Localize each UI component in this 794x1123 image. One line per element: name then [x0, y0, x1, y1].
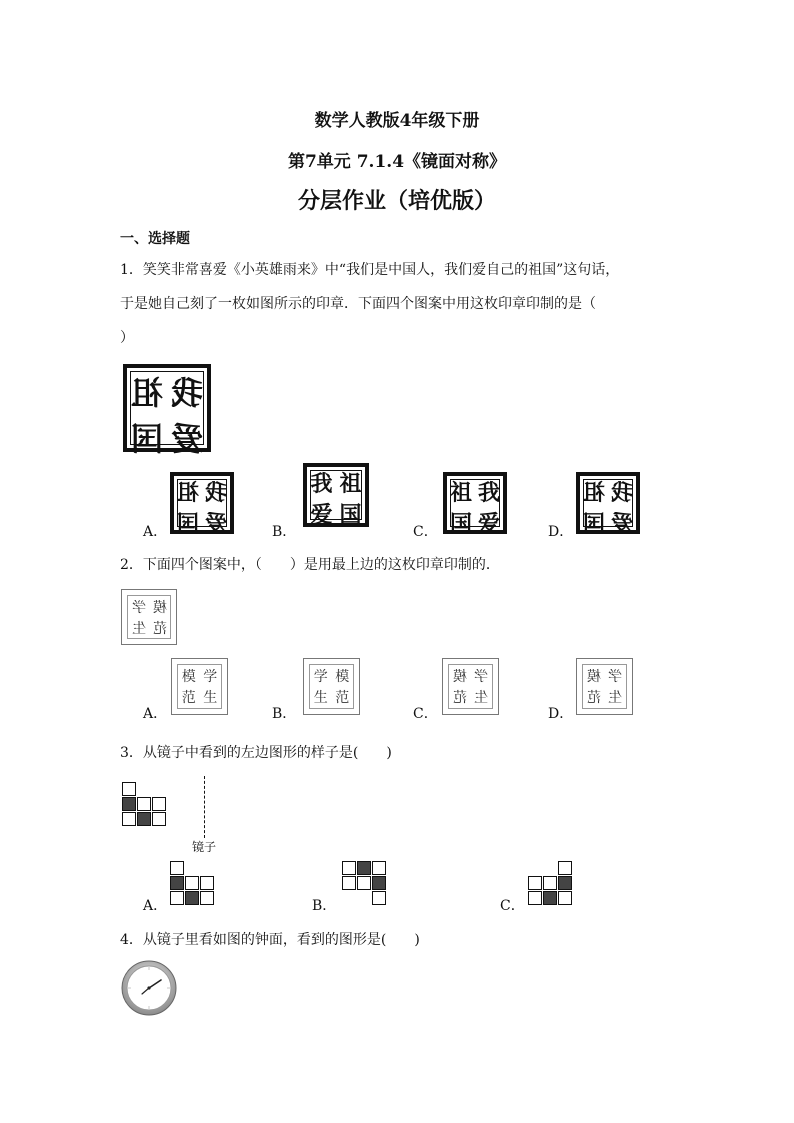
stamp-char: 学 [131, 599, 146, 616]
seal-char: 祖 [176, 481, 199, 506]
q2-option-b-stamp[interactable] [303, 658, 360, 715]
seal-char: 爱 [310, 503, 333, 528]
seal-char: 祖 [130, 374, 163, 412]
grid-cell [528, 876, 542, 890]
grid-cell [342, 861, 356, 875]
stamp-char: 学 [203, 668, 218, 685]
stamp-char: 模 [586, 668, 601, 685]
grid-cell [558, 861, 572, 875]
grid-cell [152, 797, 166, 811]
grid-cell [122, 782, 136, 796]
stamp-char: 范 [586, 690, 601, 707]
seal-char: 爱 [170, 420, 203, 458]
stamp-char: 模 [452, 668, 467, 685]
seal-char: 祖 [339, 472, 362, 497]
q1-option-a-label[interactable]: A． [143, 524, 168, 540]
q2-option-d-stamp[interactable] [576, 658, 633, 715]
seal-char: 国 [449, 512, 472, 537]
grid-cell [372, 861, 386, 875]
q3-option-c-label[interactable]: C． [500, 898, 525, 914]
grid-cell [200, 891, 214, 905]
stamp-char: 范 [181, 690, 196, 707]
stamp-char: 范 [335, 690, 350, 707]
stamp-char: 学 [474, 668, 489, 685]
grid-cell-shaded [170, 876, 184, 890]
q2-option-c-label[interactable]: C． [413, 706, 438, 722]
seal-char: 祖 [449, 481, 472, 506]
q3-option-a-label[interactable]: A． [143, 898, 168, 914]
stamp-char: 生 [131, 620, 146, 637]
stamp-char: 范 [452, 690, 467, 707]
grid-cell-shaded [543, 891, 557, 905]
q2-option-b-label[interactable]: B． [272, 706, 297, 722]
document-title: 数学人教版4年级下册 [314, 111, 480, 131]
q2-option-c-stamp[interactable] [442, 658, 499, 715]
seal-char: 爱 [477, 512, 500, 537]
grid-cell-shaded [185, 891, 199, 905]
seal-char: 国 [130, 420, 163, 458]
grid-cell [357, 876, 371, 890]
q2-option-a-stamp[interactable] [171, 658, 228, 715]
grid-cell [122, 812, 136, 826]
stamp-char: 学 [608, 668, 623, 685]
stamp-char: 生 [608, 690, 623, 707]
stamp-char: 模 [335, 668, 350, 685]
q2-option-d-label[interactable]: D． [548, 706, 574, 722]
grid-cell [528, 891, 542, 905]
grid-cell-shaded [122, 797, 136, 811]
stamp-char: 生 [203, 690, 218, 707]
q1-option-c-label[interactable]: C． [413, 524, 438, 540]
grid-cell [185, 876, 199, 890]
grid-cell-shaded [372, 876, 386, 890]
q1-option-b-label[interactable]: B． [272, 524, 297, 540]
stamp-char: 范 [152, 620, 167, 637]
q1-option-d-label[interactable]: D． [548, 524, 574, 540]
stamp-char: 生 [474, 690, 489, 707]
stamp-char: 模 [181, 668, 196, 685]
stamp-char: 生 [313, 690, 328, 707]
seal-char: 国 [582, 512, 605, 537]
grid-cell [170, 861, 184, 875]
section-heading-multiple-choice: 一、选择题 [120, 231, 190, 247]
question-1-line-3: ） [120, 330, 134, 346]
seal-char: 爱 [204, 512, 227, 537]
grid-cell [342, 876, 356, 890]
stamp-char: 模 [152, 599, 167, 616]
mirror-line [204, 776, 205, 838]
q2-option-a-label[interactable]: A． [143, 706, 168, 722]
q1-option-a-seal[interactable] [170, 472, 234, 537]
grid-cell [543, 876, 557, 890]
seal-char: 我 [204, 481, 227, 506]
q2-original-stamp [121, 589, 177, 645]
grid-cell [200, 876, 214, 890]
stamp-char: 学 [313, 668, 328, 685]
question-2-text: 2．下面四个图案中，（ ）是用最上边的这枚印章印制的． [120, 557, 500, 573]
question-3-text: 3．从镜子中看到的左边图形的样子是( ) [120, 745, 392, 761]
seal-char: 我 [170, 374, 203, 412]
seal-char: 爱 [610, 512, 633, 537]
seal-char: 国 [339, 503, 362, 528]
clock-face-icon [121, 960, 177, 1016]
grid-cell-shaded [558, 876, 572, 890]
grid-cell [170, 891, 184, 905]
question-4-text: 4．从镜子里看如图的钟面，看到的图形是( ) [120, 932, 420, 948]
grid-cell-shaded [357, 861, 371, 875]
grid-cell [152, 812, 166, 826]
question-1-line-1: 1．笑笑非常喜爱《小英雄雨来》中“我们是中国人，我们爱自己的祖国”这句话， [120, 262, 620, 278]
grid-cell [372, 891, 386, 905]
grid-cell [137, 797, 151, 811]
seal-char: 国 [176, 512, 199, 537]
q3-option-b-label[interactable]: B． [312, 898, 337, 914]
q1-option-c-seal[interactable] [443, 472, 507, 537]
q1-option-d-seal[interactable] [576, 472, 640, 537]
q1-option-b-seal[interactable] [303, 463, 369, 527]
seal-char: 我 [610, 481, 633, 506]
mirror-label: 镜子 [192, 840, 217, 854]
grid-cell [558, 891, 572, 905]
grid-cell-shaded [137, 812, 151, 826]
seal-char: 祖 [582, 481, 605, 506]
question-1-line-2: 于是她自己刻了一枚如图所示的印章．下面四个图案中用这枚印章印制的是（ [120, 296, 596, 312]
unit-title: 第7单元 7.1.4《镜面对称》 [287, 152, 507, 172]
seal-char: 我 [477, 481, 500, 506]
q1-original-seal [123, 364, 211, 458]
seal-char: 我 [310, 472, 333, 497]
worksheet-title: 分层作业（培优版） [297, 188, 496, 214]
